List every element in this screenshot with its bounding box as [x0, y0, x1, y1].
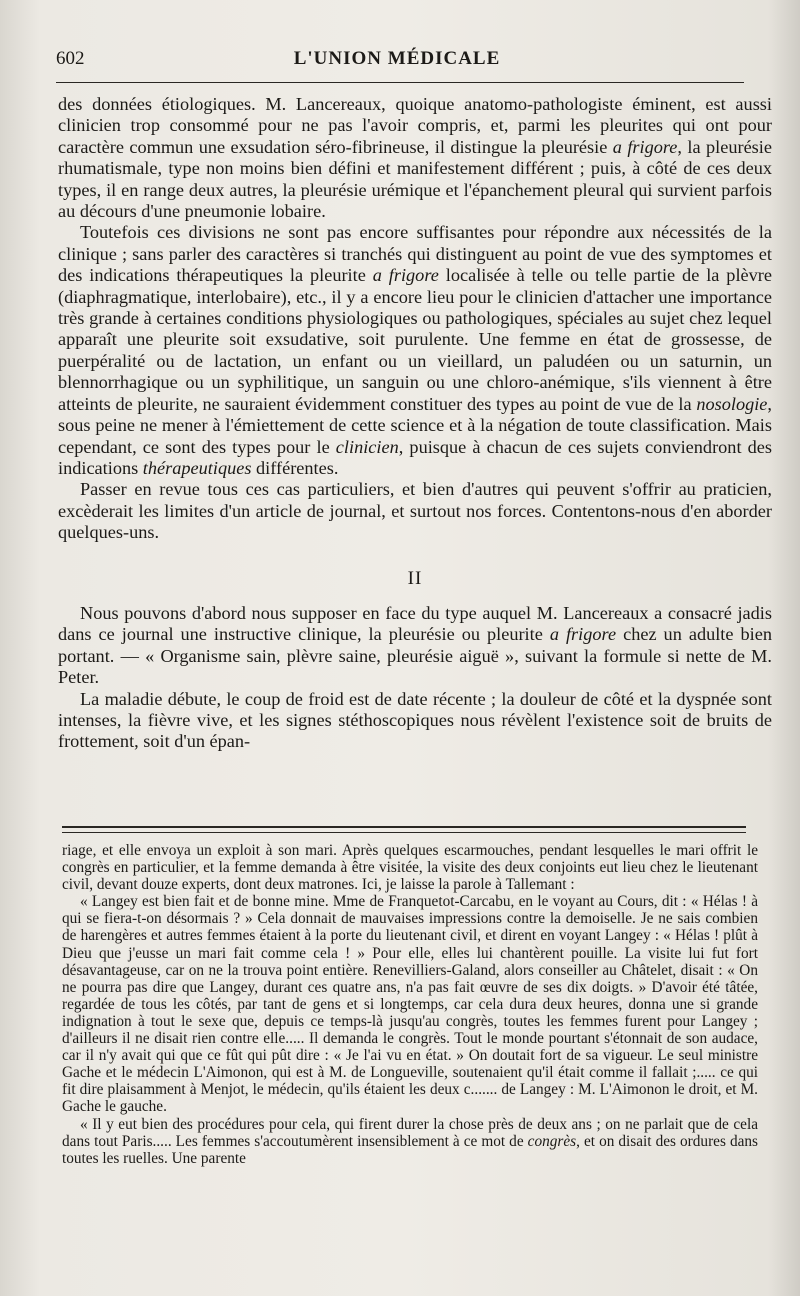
italic-term: congrès — [527, 1132, 577, 1150]
paragraph-3: Passer en revue tous ces cas particuliers, et bien d'autres qui peuvent s'offrir au praticien, excèderait les limites d'un article de journal, et surtout nos forces. Contentons-nous d'en aborder quelques-uns. — [58, 479, 772, 543]
paragraph-5: La maladie débute, le coup de froid est de date récente ; la douleur de côté et la dyspnée sont intenses, la fièvre vive, et les signes stéthoscopiques nous révèlent l'existence soit de bruits de frottement, soit d'un épan- — [58, 688, 772, 752]
paragraph-text: des données étiologiques. M. Lancereaux, quoique anatomo-pathologiste éminent, est aussi clinicien trop consommé pour ne pas l'avoir compris, et, parmi les pleurites qui ont pour caractère commun une exsudation séro-fibrineuse, il distingue la pleurésie — [58, 94, 772, 157]
footnote-paragraph-2: « Langey est bien fait et de bonne mine. Mme de Franquetot-Carcabu, en le voyant au Cours, dit : « Hélas ! à qui se fiera-t-on désormais ? » Cela donnait de mauvaises impressions contre la demoiselle. Je ne sais combien de harengères et autres femmes étaient à la porte du lieutenant civil, et dirent en voyant Langey : « Hélas ! plût à Dieu que j'eusse un mari fait comme cela ! » Pour elle, elles lui chantèrent pouille. La visite lui fut fort désavantageuse, car on ne la trouva point entière. Renevilliers-Galand, alors conseiller au Châtelet, disait : « On ne pourra pas dire que Langey, durant ces quatre ans, n'a pas fait œuvre de ses dix doigts. » D'avoir été tâtée, regardée de tous les côtés, par tant de gens et si longtemps, car cela dura deux heures, donna une si grande indignation à tout le sexe que, depuis ce temps-là jusqu'au congrès, toutes les femmes furent pour Langey ; d'ailleurs il ne disait rien contre elle..... Il demanda le congrès. Tout le monde pourtant s'étonnait de son audace, car il n'y avait qui que ce fût qui pût dire : « Je l'ai vu en état. » On doutait fort de sa vigueur. Le seul ministre Gache et le médecin L'Aimonon, qui est à M. de Longueville, soutenaient qu'il était comme il fallait ;..... ce qui fit dire plaisamment à Menjot, le médecin, qu'ils étaient les deux c....... de Langey : M. L'Aimonon le droit, et M. Gache le gauche. — [62, 893, 758, 1116]
footnote-text: , et on disait des ordures dans toutes les ruelles. Une parente — [62, 1132, 758, 1167]
italic-term: nosologie — [696, 393, 768, 414]
paragraph-text: , puisque à chacun de ces sujets conviendront des indications — [58, 436, 772, 478]
paragraph-text: chez un adulte bien portant. — « Organisme sain, plèvre saine, pleurésie aiguë », suivant la formule si nette de M. Peter. — [58, 624, 772, 688]
footnote-paragraph-3 — [62, 1116, 758, 1167]
footnote-rule-thin — [62, 832, 746, 833]
paragraph-text: , sous peine ne mener à l'émiettement de cette science et à la négation de toute classification. Mais cependant, ce sont des types pour le — [58, 393, 772, 457]
footnote-rule — [62, 826, 746, 828]
footnote-text: « Il y eut bien des procédures pour cela, qui firent durer la chose près de deux ans ; on ne parlait que de cela dans tout Paris..... Les femmes s'accoutumèrent insensiblement à ce mot de — [62, 1115, 758, 1150]
header-rule — [56, 82, 744, 83]
italic-term: a frigore — [549, 624, 617, 645]
running-head: L'UNION MÉDICALE — [293, 48, 501, 69]
page-number: 602 — [56, 48, 85, 69]
footnotes — [62, 842, 758, 1167]
paragraph-text: localisée à telle ou telle partie de la plèvre (diaphragmatique, interlobaire), etc., il y a encore lieu pour le clinicien d'attacher une importance très grande à certaines conditions physiologiques ou pathologiques, spéciales au sujet chez lequel apparaît une pleurite soit exsudative, soit purulente. Une femme en état de grossesse, de puerpéralité ou de lactation, un enfant ou un vieillard, un paludéen ou un saturnin, un blennorrhagique ou un syphilitique, un sanguin ou une chloro-anémique, s'ils viennent à être atteints de pleurite, ne sauraient évidemment constituer des types au point de vue de la — [58, 265, 772, 414]
paragraph-text: différentes. — [251, 457, 339, 478]
paragraph-1 — [58, 94, 772, 222]
main-text — [58, 94, 772, 753]
footnote-paragraph-1: riage, et elle envoya un exploit à son mari. Après quelques escarmouches, pendant lesquelles le mari offrit le congrès en particulier, et la femme demanda à être visitée, la visite des deux conjoints eut lieu chez le lieutenant civil, devant douze experts, dont deux matrones. Ici, je laisse la parole à Tallemant : — [62, 842, 758, 894]
italic-term: a frigore — [612, 136, 678, 157]
page-header — [56, 48, 738, 74]
section-heading: II — [407, 567, 423, 589]
italic-term: clinicien — [335, 436, 399, 457]
paragraph-text: Nous pouvons d'abord nous supposer en face du type auquel M. Lancereaux a consacré jadis dans ce journal une instructive clinique, la pleurésie ou pleurite — [58, 602, 772, 645]
paragraph-text: , la pleurésie rhumatismale, type non moins bien défini et manifestement différent ; puis, à côté de ces deux types, il en range deux autres, la pleurésie urémique et l'épanchement pleural qui survient parfois au décours d'une pneumonie lobaire. — [58, 136, 772, 222]
paragraph-2 — [58, 222, 772, 479]
paragraph-4 — [58, 603, 772, 689]
italic-term: a frigore — [372, 265, 439, 286]
italic-term: thérapeutiques — [142, 457, 252, 478]
paragraph-text: Toutefois ces divisions ne sont pas encore suffisantes pour répondre aux nécessités de la clinique ; sans parler des caractères si tranchés qui distinguent au point de vue des symptomes et des indications thérapeutiques la pleurite — [58, 222, 772, 286]
